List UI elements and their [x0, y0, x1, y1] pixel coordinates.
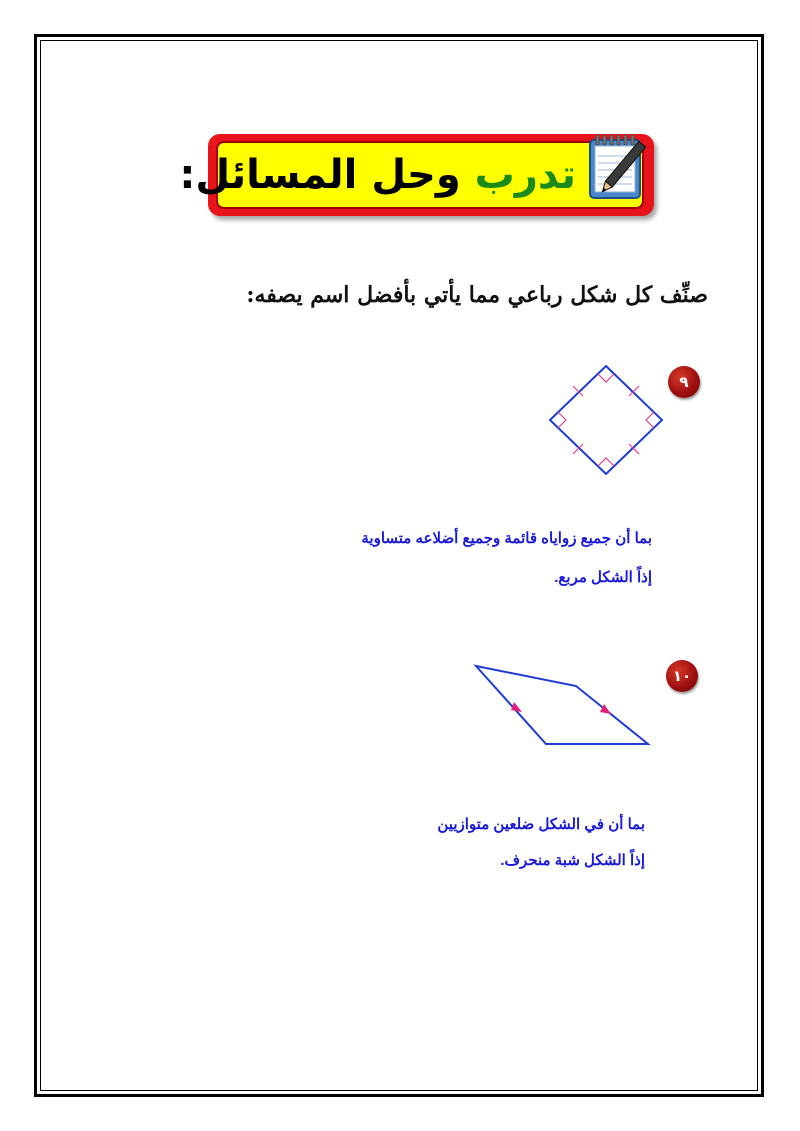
- answer-conclusion: إذاً الشكل شبة منحرف.: [500, 852, 645, 869]
- trapezoid-figure: [470, 658, 660, 753]
- banner-title-part1: تدرب: [474, 152, 576, 198]
- banner-title: [179, 152, 576, 198]
- answer-conclusion: إذاً الشكل مربع.: [554, 569, 652, 586]
- square-figure: [540, 360, 670, 480]
- instruction-text: صنِّف كل شكل رباعي مما يأتي بأفضل اسم يصفه:: [246, 282, 708, 308]
- problem-number-badge: ٩: [668, 366, 700, 398]
- section-banner: [179, 134, 654, 216]
- answer-line: بما أن في الشكل ضلعين متوازيين: [437, 816, 645, 833]
- banner-title-part2: وحل المسائل:: [179, 152, 475, 198]
- answer-line: بما أن جميع زواياه قائمة وجميع أضلاعه متساوية: [361, 530, 652, 547]
- notepad-pencil-icon: [580, 126, 652, 206]
- problem-number-badge: ١٠: [666, 660, 698, 692]
